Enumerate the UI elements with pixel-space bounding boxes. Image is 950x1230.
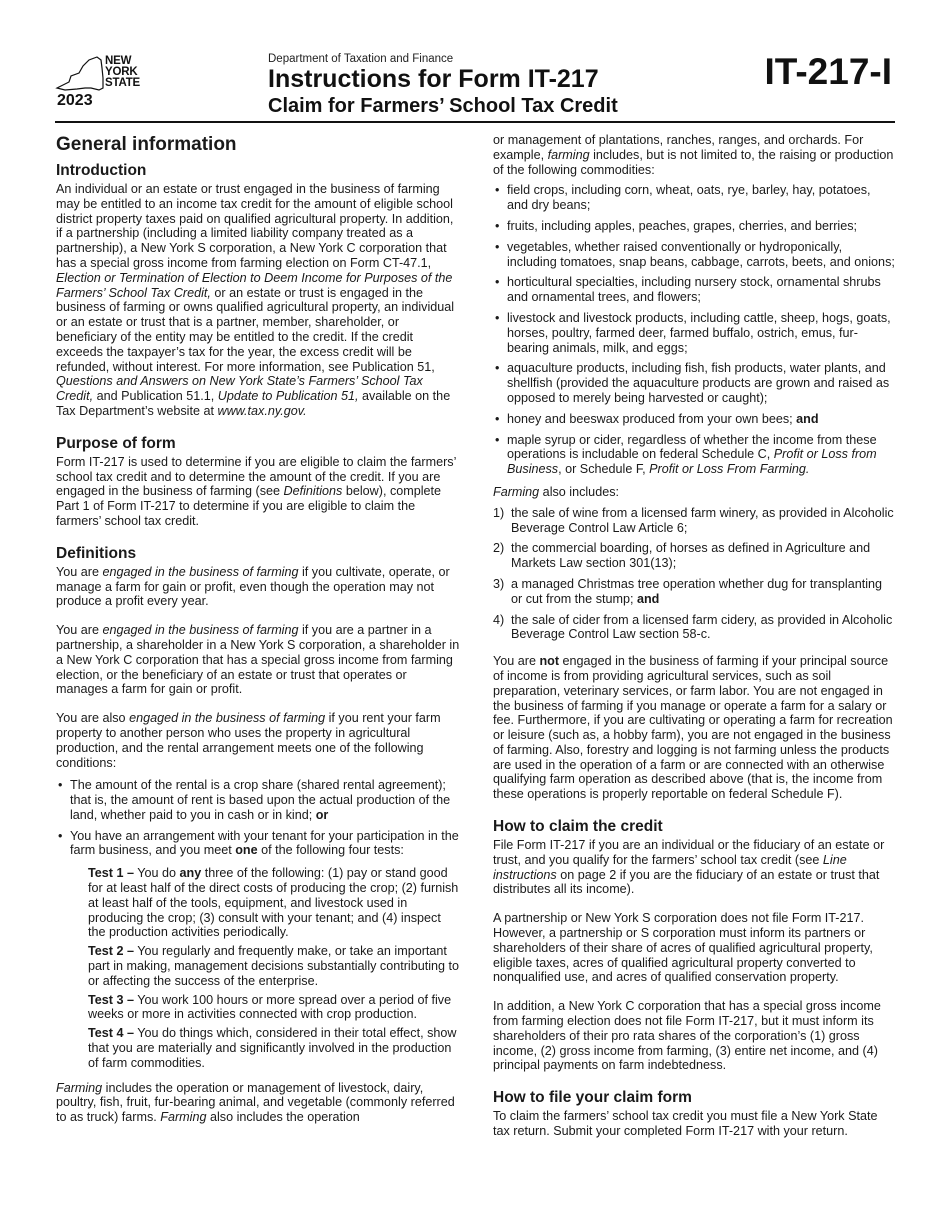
list-item: • The amount of the rental is a crop share (shared rental agreement); that is, the amount of rent is based upon the actual production of the land, whether paid to you in cash or in kind; or	[56, 778, 461, 822]
nys-logo	[55, 52, 165, 114]
farming-definition-paragraph: Farming includes the operation or management of livestock, dairy, poultry, fish, fruit, fur-bearing animal, and vegetable (commonly referred to as truck) farms. Farming also includes the operation	[56, 1080, 455, 1125]
list-item: • livestock and livestock products, including cattle, sheep, hogs, goats, horses, poultry, farmed deer, farmed buffalo, ostrich, emus, fur-bearing animals, milk, and eggs;	[493, 311, 895, 355]
list-item: • maple syrup or cider, regardless of whether the income from these operations is includable on federal Schedule C, Profit or Loss from Business, or Schedule F, Profit or Loss From Farming.	[493, 433, 895, 477]
left-column	[56, 130, 461, 1139]
test-4: Test 4 – You do things which, considered in their total effect, show that you are materially and significantly involved in the production of farm commodities.	[88, 1026, 457, 1070]
list-item: 3) a managed Christmas tree operation whether dug for transplanting or cut from the stump; and	[493, 576, 883, 606]
claim-paragraph: A partnership or New York S corporation does not file Form IT-217. However, a partnership or S corporation must inform its partners or shareholders of their share of acres of qualified agricultural property, eligible taxes, acres of qualified agricultural property converted to nonqualified use, and acres of qualified conservation property.	[493, 911, 873, 985]
right-column	[493, 133, 895, 1153]
farming-continued-paragraph: or management of plantations, ranches, ranges, and orchards. For example, farming includes, but is not limited to, the raising or production of the following commodities:	[493, 133, 894, 177]
list-item: • field crops, including corn, wheat, oats, rye, barley, hay, potatoes, and dry beans;	[493, 183, 895, 213]
file-claim-paragraph: To claim the farmers’ school tax credit you must file a New York State tax return. Submit your completed Form IT-217 with your return.	[493, 1109, 878, 1139]
introduction-heading: Introduction	[56, 162, 147, 179]
form-id: IT-217-I	[764, 51, 892, 92]
list-item: • fruits, including apples, peaches, grapes, cherries, and berries;	[493, 219, 895, 234]
list-item: • vegetables, whether raised conventionally or hydroponically, including tomatoes, snap beans, cabbage, carrots, beets, and onions;	[493, 240, 895, 270]
file-claim-heading: How to file your claim form	[493, 1089, 692, 1107]
commodities-list	[493, 183, 895, 477]
list-item: • horticultural specialties, including nursery stock, ornamental shrubs and ornamental trees, and flowers;	[493, 275, 895, 305]
claim-paragraph: In addition, a New York C corporation that has a special gross income from farming election does not file Form IT-217, but it must inform its shareholders of their pro rata shares of the corporation’s (1) gross income, (2) gross income from farming, (3) entire net income, and (4) principal payments on farm indebtedness.	[493, 999, 881, 1073]
rental-conditions-list	[56, 778, 461, 858]
purpose-paragraph: Form IT-217 is used to determine if you are eligible to claim the farmers’ school tax credit and to determine the amount of the credit. If you are engaged in the business of farming (see Definitions below), complete Part 1 of Form IT-217 to determine if you are eligible to claim the farmers’ school tax credit.	[56, 454, 456, 528]
list-item: 4) the sale of cider from a licensed farm cidery, as provided in Alcoholic Beverage Control Law section 58-c.	[493, 612, 893, 642]
farming-also-includes: Farming also includes:	[493, 484, 619, 499]
list-item: 1) the sale of wine from a licensed farm winery, as provided in Alcoholic Beverage Control Law Article 6;	[493, 505, 894, 535]
introduction-paragraph: An individual or an estate or trust engaged in the business of farming may be entitled to an income tax credit for the amount of eligible school district property taxes paid on qualified agricultural property. In addition, if a partnership (including a limited liability company treated as a partnership), a New York S corporation, a New York C corporation that has a special gross income from farming election on Form CT-47.1, Election or Termination of Election to Deem Income for Purposes of the Farmers’ School Tax Credit, or an estate or trust is engaged in the business of farming or owns qualified agricultural property, an individual or an estate or trust that is a partner, member, shareholder, or beneficiary of the entity may be entitled to the credit. If the credit exceeds the taxpayer’s tax for the year, the excess credit will be refunded, without interest. For more information, see Publication 51, Questions and Answers on New York State’s Farmers’ School Tax Credit, and Publication 51.1, Update to Publication 51, available on the Tax Department’s website at www.tax.ny.gov.	[56, 182, 455, 418]
logo-state-name: NEW YORK STATE	[105, 55, 140, 89]
page-subtitle: Claim for Farmers’ School Tax Credit	[268, 95, 618, 117]
definitions-heading: Definitions	[56, 544, 137, 562]
list-item: • aquaculture products, including fish, fish products, water plants, and shellfish (provided the aquaculture products are grown and raised as opposed to merely being harvested or caught);	[493, 361, 895, 405]
list-item: • honey and beeswax produced from your own bees; and	[493, 412, 895, 427]
department-name: Department of Taxation and Finance	[268, 53, 454, 65]
test-1: Test 1 – You do any three of the following: (1) pay or stand good for at least half of the direct costs of producing the crop; (2) furnish at least half of the tools, equipment, and livestock used in producing the crop; (3) consult with your tenant; and (4) inspect the production activities periodically.	[88, 866, 459, 940]
definition-paragraph: You are engaged in the business of farming if you cultivate, operate, or manage a farm for gain or profit, even though the operation may not produce a profit every year.	[56, 564, 450, 609]
claim-credit-heading: How to claim the credit	[493, 818, 663, 836]
test-3: Test 3 – You work 100 hours or more spread over a period of five weeks or more in activities connected with crop production.	[88, 992, 452, 1022]
test-2: Test 2 – You regularly and frequently make, or take an important part in making, management decisions substantially contributing to or affecting the success of the enterprise.	[88, 944, 460, 988]
definition-paragraph: You are engaged in the business of farming if you are a partner in a partnership, a shareholder in a New York S corporation, a shareholder in a New York C corporation that has a special gross income from farming election, or the beneficiary of an estate or trust that operates or manages a farm for gain or profit.	[56, 623, 460, 697]
tax-year: 2023	[57, 92, 93, 109]
four-tests	[56, 866, 461, 1070]
website-link[interactable]: www.tax.ny.gov.	[217, 403, 307, 418]
nys-state-outline-icon	[55, 54, 105, 94]
page-title: Instructions for Form IT-217	[268, 65, 599, 93]
purpose-heading: Purpose of form	[56, 434, 176, 452]
general-information-heading: General information	[56, 134, 237, 155]
claim-paragraph: File Form IT-217 if you are an individual or the fiduciary of an estate or trust, and you qualify for the farmers’ school tax credit (see Line instructions on page 2 if you are the fiduciary of an estate or trust that distributes all its income).	[493, 838, 885, 897]
header-rule	[55, 121, 895, 123]
also-includes-list	[493, 506, 895, 642]
not-engaged-paragraph: You are not engaged in the business of farming if your principal source of income is from providing agricultural services, such as soil preparation, veterinary services, or farm labor. You are not engaged in the business of farming if you manage or operate a farm for a salary or fee. Furthermore, if you are cultivating or operating a farm for recreation or leisure (such as, a hobby farm), you are not engaged in the business of farming. Also, forestry and logging is not farming unless the products are used in the operation of a farm or are connected with an otherwise qualifying farm operation as described above (that is, the income from these operations is properly reportable on federal Schedule F).	[493, 654, 893, 802]
definition-paragraph: You are also engaged in the business of farming if you rent your farm property to another person who uses the property in agricultural production, and the rental arrangement meets one of the following conditions:	[56, 711, 441, 770]
list-item: • You have an arrangement with your tenant for your participation in the farm business, and you meet one of the following four tests:	[56, 829, 461, 859]
list-item: 2) the commercial boarding, of horses as defined in Agriculture and Markets Law section 301(13);	[493, 541, 871, 571]
